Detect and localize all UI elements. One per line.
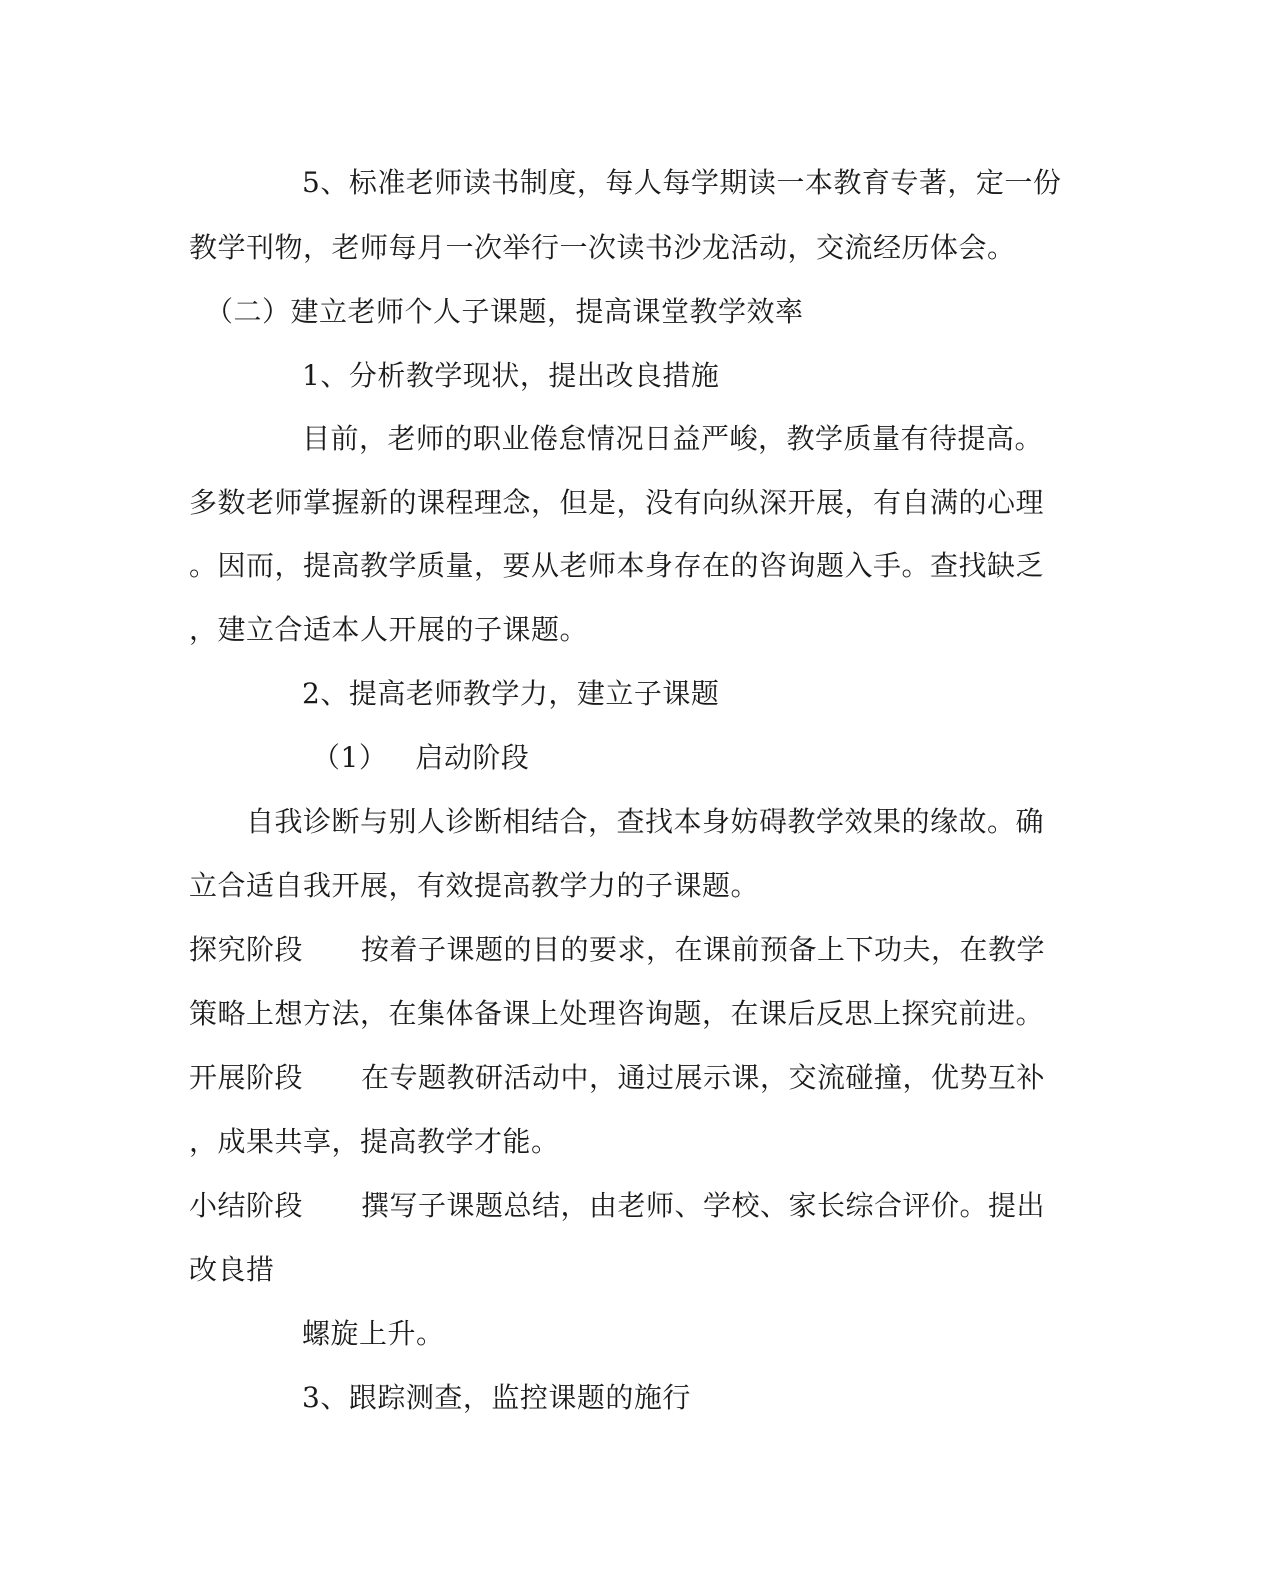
section-heading: （二）建立老师个人子课题，提高课堂教学效率 [205,295,804,328]
subsection-heading: 3、跟踪测查，监控课题的施行 [302,1381,691,1414]
paragraph-line: ，成果共享，提高教学才能。 [189,1125,560,1158]
paragraph-line: ，建立合适本人开展的子课题。 [189,613,589,646]
stage-label: 开展阶段 [189,1061,304,1094]
stage-label: 小结阶段 [189,1189,304,1222]
paragraph-line: 立合适自我开展，有效提高教学力的子课题。 [189,869,760,902]
subsection-heading: 2、提高老师教学力，建立子课题 [302,677,720,710]
paragraph-line: 教学刊物，老师每月一次举行一次读书沙龙活动，交流经历体会。 [189,231,1016,264]
stage-text: 在专题教研活动中，通过展示课，交流碰撞，优势互补 [361,1061,1046,1094]
paragraph-line: 5、标准老师读书制度，每人每学期读一本教育专著，定一份 [302,166,1062,199]
stage-line [189,1189,1045,1223]
paragraph-line: 目前，老师的职业倦怠情况日益严峻，教学质量有待提高。 [302,422,1044,455]
stage-line [189,1061,1045,1095]
stage-text: 撰写子课题总结，由老师、学校、家长综合评价。提出 [361,1189,1046,1222]
stage-label: 探究阶段 [189,933,304,966]
subsection-heading: 1、分析教学现状，提出改良措施 [302,359,720,392]
stage-heading [312,741,529,775]
paragraph-line: 策略上想方法，在集体备课上处理咨询题，在课后反思上探究前进。 [189,997,1045,1030]
paragraph-line: 多数老师掌握新的课程理念，但是，没有向纵深开展，有自满的心理 [189,486,1045,519]
paragraph-line: 螺旋上升。 [302,1317,445,1350]
paragraph-line: 改良措 [189,1253,275,1286]
stage-number: （1） [312,741,388,774]
paragraph-line: 。因而，提高教学质量，要从老师本身存在的咨询题入手。查找缺乏 [189,549,1045,582]
paragraph-line: 自我诊断与别人诊断相结合，查找本身妨碍教学效果的缘故。确 [246,805,1045,838]
stage-text: 按着子课题的目的要求，在课前预备上下功夫，在教学 [361,933,1046,966]
stage-line [189,933,1045,967]
stage-title: 启动阶段 [415,741,530,774]
